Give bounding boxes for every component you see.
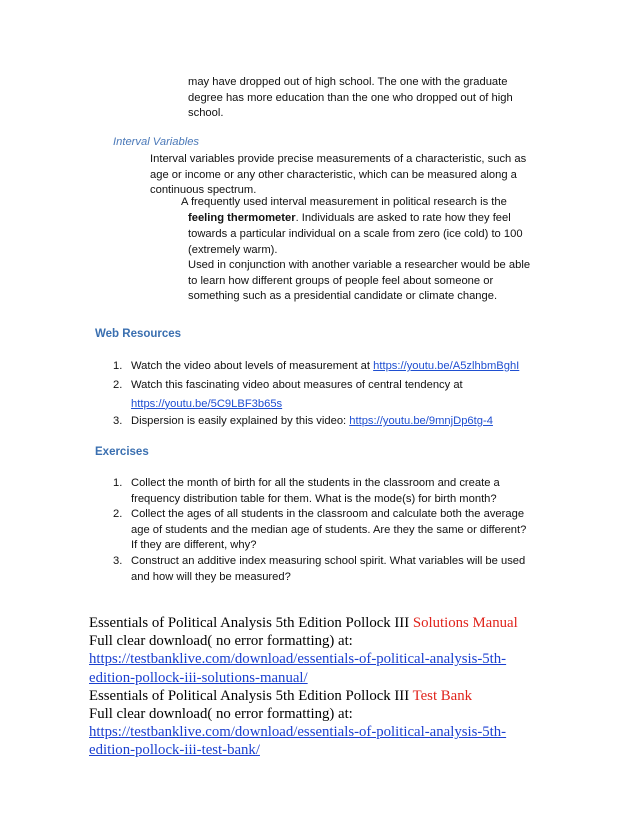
feeling-after-text: . Individuals are asked to rate how they feel [295,212,511,224]
solutions-link-line-1[interactable]: https://testbanklive.com/download/essentials-of-political-analysis-5th- [89,651,507,668]
example-line-5: something such as a presidential candidate or climate change. [188,290,498,302]
interval-definition [150,152,526,199]
interval-heading: Interval Variables [113,136,200,148]
exercises-heading: Exercises [95,446,149,458]
footer-block [89,614,518,760]
interval-def-line-3: continuous spectrum. [150,184,257,196]
exercise-line: age of students and the median age of students. Are they the same or different? [131,523,527,536]
list-number: 1. [113,477,123,489]
testbank-link-line-1[interactable]: https://testbanklive.com/download/essentials-of-political-analysis-5th- [89,724,507,741]
example-line-3: Used in conjunction with another variable a researcher would be able [188,259,531,271]
exercise-line: Construct an additive index measuring school spirit. What variables will be used [131,555,526,567]
example-line-1: towards a particular individual on a scale from zero (ice cold) to 100 [188,228,523,240]
interval-def-line-2: age or income or any other characteristic, which can be measured along a [150,168,517,181]
example-line-2: (extremely warm). [188,243,278,256]
exercise-line: frequency distribution table for them. What is the mode(s) for birth month? [131,492,497,505]
list-number: 2. [113,379,123,391]
exercise-line: Collect the ages of all students in the classroom and calculate both the average [131,508,525,520]
testbank-link-line-2[interactable]: edition-pollock-iii-test-bank/ [89,742,260,759]
solutions-title: Essentials of Political Analysis 5th Edition Pollock III [89,615,413,631]
exercise-line: If they are different, why? [131,539,257,551]
top-paragraph [188,75,513,122]
feeling-thermometer-term: feeling thermometer [188,212,296,224]
top-line-2: degree has more education than the one who dropped out of high [188,91,513,104]
solutions-download-text: Full clear download( no error formatting) at: [89,633,353,650]
exercise-line: Collect the month of birth for all the students in the classroom and create a [131,477,500,489]
solutions-link-line-2[interactable]: edition-pollock-iii-solutions-manual/ [89,669,308,686]
list-number: 1. [113,360,123,372]
web-resource-link-2[interactable]: https://youtu.be/5C9LBF3b65s [131,397,283,410]
testbank-title-line [89,687,518,705]
web-resource-link-3[interactable]: https://youtu.be/9mnjDp6tg-4 [349,415,493,427]
interval-feeling-line [188,211,511,227]
example-line-4: to learn how different groups of people feel about someone or [188,274,494,287]
web-resource-text: Watch the video about levels of measurement at [131,360,374,372]
interval-example-body [188,227,530,305]
web-resource-link-1[interactable]: https://youtu.be/A5zlhbmBghI [373,360,520,372]
web-resource-text: Watch this fascinating video about measures of central tendency at [131,379,463,391]
interval-example-intro: A frequently used interval measurement in political research is the [181,196,507,208]
testbank-download-text: Full clear download( no error formatting) at: [89,706,353,723]
list-number: 2. [113,508,123,520]
solutions-manual-label: Solutions Manual [412,615,518,631]
top-line-3: school. [188,107,224,119]
solutions-title-line [89,614,518,632]
web-resource-text: Dispersion is easily explained by this video: [131,415,350,427]
top-line-1: may have dropped out of high school. The one with the graduate [188,76,508,88]
web-resources-heading: Web Resources [95,328,182,340]
test-bank-label: Test Bank [412,687,472,704]
list-number: 3. [113,415,123,427]
testbank-title: Essentials of Political Analysis 5th Edition Pollock III [89,687,413,704]
list-number: 3. [113,555,123,567]
exercise-line: and how will they be measured? [131,570,291,583]
interval-def-line-1: Interval variables provide precise measurements of a characteristic, such as [150,153,527,165]
